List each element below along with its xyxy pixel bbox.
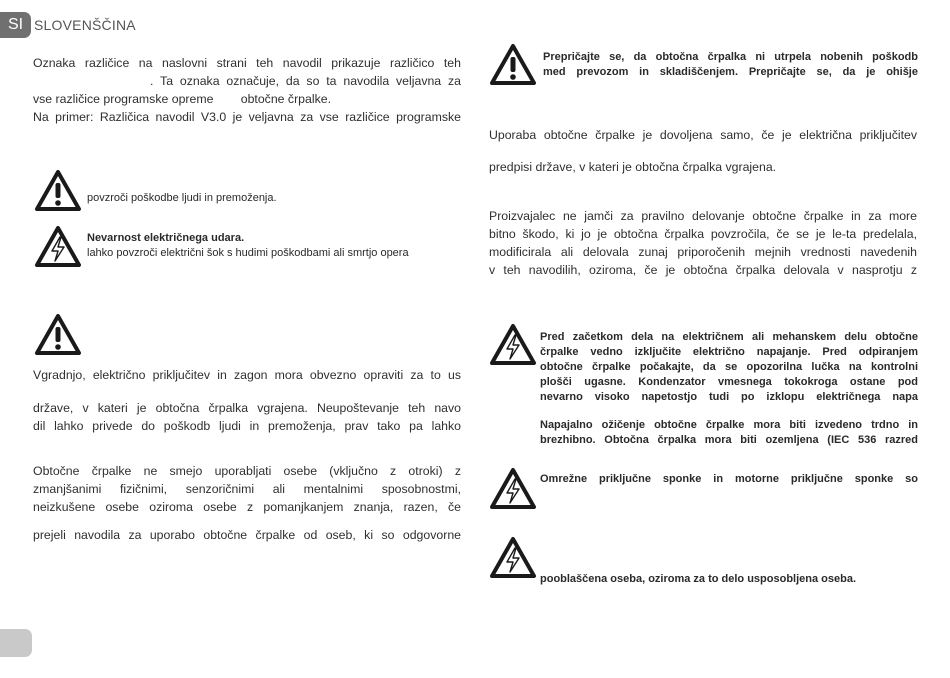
language-label: SLOVENŠČINA	[34, 17, 136, 33]
manufacturer-line: bitno škodo, ki jo je obtočna črpalka povzročila, če se je le-ta predelala,	[489, 227, 917, 241]
wiring-warning	[540, 418, 918, 448]
warning-triangle-icon	[34, 313, 82, 356]
electric-hazard-icon	[489, 323, 537, 366]
transport-warning	[543, 50, 918, 80]
persons-paragraph-cont	[33, 526, 461, 544]
persons-line: zmanjšanimi fizičnimi, senzoričnimi ali mentalnimi sposobnostmi,	[33, 482, 461, 496]
electric-warning-line: nevarno visoko napetostjo tudi po izklopu električnega napa	[540, 391, 918, 403]
installation-line: Vgradnjo, električno priključitev in zagon mora obvezno opraviti za to us	[33, 368, 461, 382]
electric-hazard-icon	[34, 225, 82, 268]
intro-line: vse različice programske opreme obtočne črpalke.	[33, 92, 331, 106]
warning-triangle-icon	[34, 169, 82, 212]
installation-paragraph	[33, 366, 461, 384]
electric-warning-line: črpalke vedno izključite električno napajanje. Pred odpiranjem	[540, 346, 918, 358]
electric-warning-text: lahko povzroči električni šok s hudimi poškodbami ali smrtjo opera	[87, 247, 409, 259]
manufacturer-line: v teh navodilih, oziroma, če je obtočna črpalka delovala v nasprotju z	[489, 263, 917, 277]
persons-paragraph	[33, 462, 461, 516]
page-number-tab	[0, 629, 32, 657]
transport-line: med prevozom in skladiščenjem. Prepričajte se, da je ohišje	[543, 66, 918, 78]
usage-line: predpisi države, v kateri je obtočna črpalka vgrajena.	[489, 160, 777, 174]
manufacturer-line: Proizvajalec ne jamči za pravilno delovanje obtočne črpalke in za more	[489, 209, 917, 223]
installation-paragraph-cont	[33, 399, 461, 435]
manufacturer-line: modificirala ali delovala zunaj priporočenih mejnih vrednosti navedenih	[489, 245, 917, 259]
persons-line: neizkušene osebe oziroma osebe z pomanjkanjem znanja, razen, če	[33, 500, 461, 514]
electric-warning-line: plošči ugasne. Kondenzator vmesnega tokokroga ostane pod	[540, 376, 918, 388]
persons-line: prejeli navodila za uporabo obtočne črpalke od oseb, ki so odgovorne	[33, 528, 461, 542]
wiring-line: Napajalno ožičenje obtočne črpalke mora biti izvedeno trdno in	[540, 419, 918, 431]
intro-paragraph	[33, 54, 461, 126]
usage-paragraph-cont	[489, 158, 917, 176]
language-code-badge: SI	[0, 12, 31, 38]
persons-line: Obtočne črpalke ne smejo uporabljati osebe (vključno z otroki) z	[33, 464, 461, 478]
authorized-person-warning	[540, 572, 918, 587]
usage-line: Uporaba obtočne črpalke je dovoljena samo, če je električna priključitev	[489, 128, 917, 142]
authorized-line: pooblaščena oseba, oziroma za to delo usposobljena oseba.	[540, 573, 857, 585]
wiring-line: brezhibno. Obtočna črpalka mora biti ozemljena (IEC 536 razred	[540, 434, 918, 446]
terminals-warning	[540, 472, 918, 487]
installation-line: države, v kateri je obtočna črpalka vgrajena. Neupoštevanje teh navo	[33, 401, 461, 415]
terminals-line: Omrežne priključne sponke in motorne priključne sponke so	[540, 473, 918, 485]
installation-line: dil lahko privede do poškodb ljudi in premoženja, prav tako pa lahko	[33, 419, 461, 433]
electric-disconnect-warning	[540, 330, 918, 405]
electric-hazard-icon	[489, 536, 537, 579]
intro-line: Na primer: Različica navodil V3.0 je veljavna za vse različice programske	[33, 110, 461, 124]
electric-warning-title: Nevarnost električnega udara.	[87, 232, 245, 244]
manufacturer-paragraph	[489, 207, 917, 279]
usage-paragraph	[489, 126, 917, 144]
electric-hazard-icon	[489, 467, 537, 510]
intro-line: . Ta oznaka označuje, da so ta navodila veljavna za	[150, 74, 461, 88]
warning-general-text: povzroči poškodbe ljudi in premoženja.	[87, 192, 277, 204]
electric-warning-line: obtočne črpalke počakajte, da se opozorilna lučka na kontrolni	[540, 361, 918, 373]
intro-line: Oznaka različice na naslovni strani teh navodil prikazuje različico teh	[33, 56, 461, 70]
warning-triangle-icon	[489, 43, 537, 86]
transport-line: Prepričajte se, da obtočna črpalka ni utrpela nobenih poškodb	[543, 51, 918, 63]
electric-warning-line: Pred začetkom dela na električnem ali mehanskem delu obtočne	[540, 331, 918, 343]
